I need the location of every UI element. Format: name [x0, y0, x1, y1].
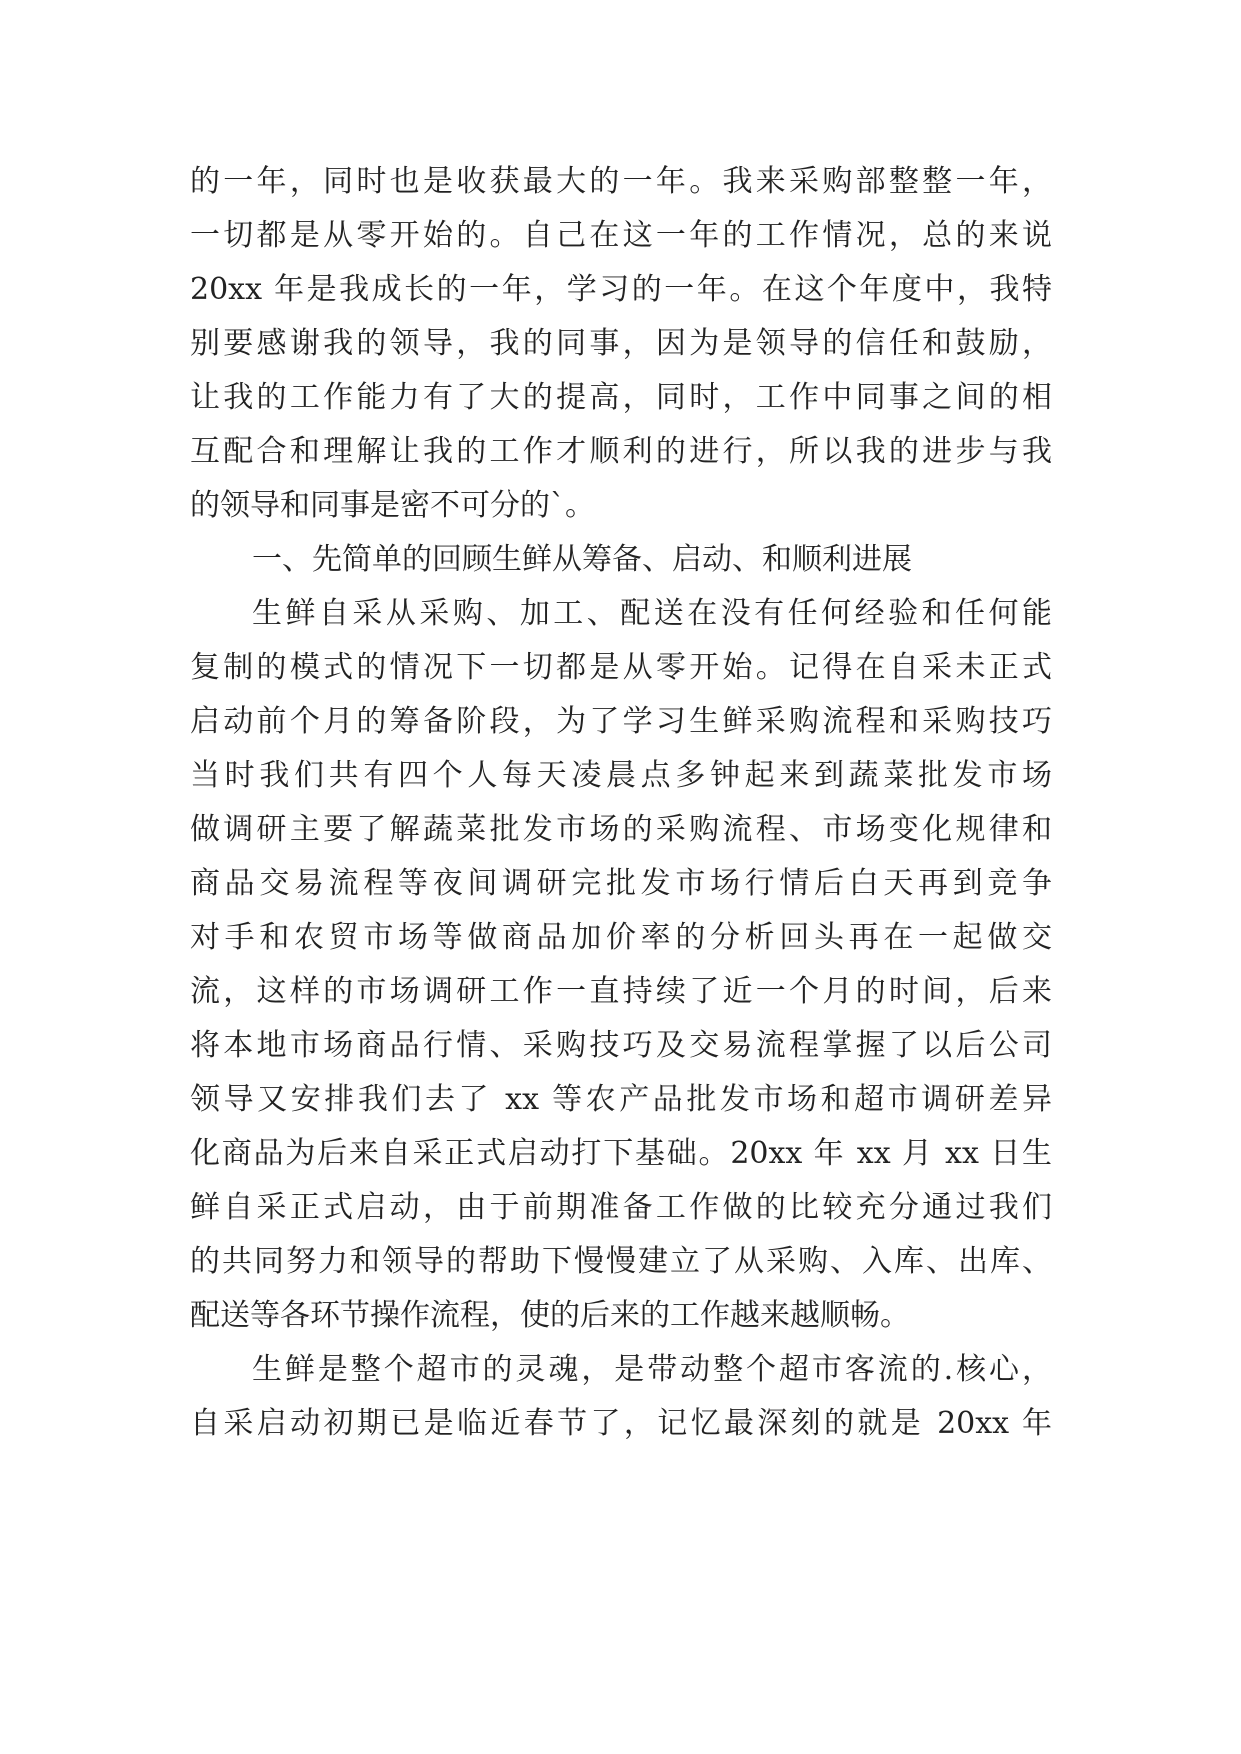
- text-line: 别要感谢我的领导，我的同事，因为是领导的信任和鼓励，: [190, 326, 1052, 361]
- text-line: 商品交易流程等夜间调研完批发市场行情后白天再到竞争: [190, 866, 1052, 901]
- text-line: 对手和农贸市场等做商品加价率的分析回头再在一起做交: [190, 920, 1052, 955]
- text-line: 化商品为后来自采正式启动打下基础。20xx 年 xx 月 xx 日生: [190, 1136, 1052, 1171]
- text-line: 当时我们共有四个人每天凌晨点多钟起来到蔬菜批发市场: [190, 758, 1052, 793]
- text-line: 一切都是从零开始的。自己在这一年的工作情况，总的来说: [190, 218, 1052, 253]
- text-line: 领导又安排我们去了 xx 等农产品批发市场和超市调研差异: [190, 1082, 1052, 1117]
- text-line: 复制的模式的情况下一切都是从零开始。记得在自采未正式: [190, 650, 1052, 685]
- text-line: 将本地市场商品行情、采购技巧及交易流程掌握了以后公司: [190, 1028, 1052, 1063]
- text-line: 启动前个月的筹备阶段，为了学习生鲜采购流程和采购技巧: [190, 704, 1052, 739]
- text-line: 的共同努力和领导的帮助下慢慢建立了从采购、入库、出库、: [190, 1244, 1052, 1279]
- text-line: 20xx 年是我成长的一年，学习的一年。在这个年度中，我特: [190, 272, 1052, 307]
- text-line: 配送等各环节操作流程，使的后来的工作越来越顺畅。: [190, 1298, 910, 1333]
- text-line: 生鲜是整个超市的灵魂，是带动整个超市客流的.核心，: [252, 1352, 1052, 1387]
- text-line: 自采启动初期已是临近春节了，记忆最深刻的就是 20xx 年: [190, 1406, 1052, 1441]
- text-line: 互配合和理解让我的工作才顺利的进行，所以我的进步与我: [190, 434, 1052, 469]
- text-line: 让我的工作能力有了大的提高，同时，工作中同事之间的相: [190, 380, 1052, 415]
- text-line: 做调研主要了解蔬菜批发市场的采购流程、市场变化规律和: [190, 812, 1052, 847]
- text-line: 的一年，同时也是收获最大的一年。我来采购部整整一年，: [190, 164, 1052, 199]
- text-line: 生鲜自采从采购、加工、配送在没有任何经验和任何能: [252, 596, 1052, 631]
- section-heading: 一、先简单的回顾生鲜从筹备、启动、和顺利进展: [252, 542, 912, 577]
- text-line: 鲜自采正式启动，由于前期准备工作做的比较充分通过我们: [190, 1190, 1052, 1225]
- text-line: 的领导和同事是密不可分的`。: [190, 488, 595, 523]
- text-line: 流，这样的市场调研工作一直持续了近一个月的时间，后来: [190, 974, 1052, 1009]
